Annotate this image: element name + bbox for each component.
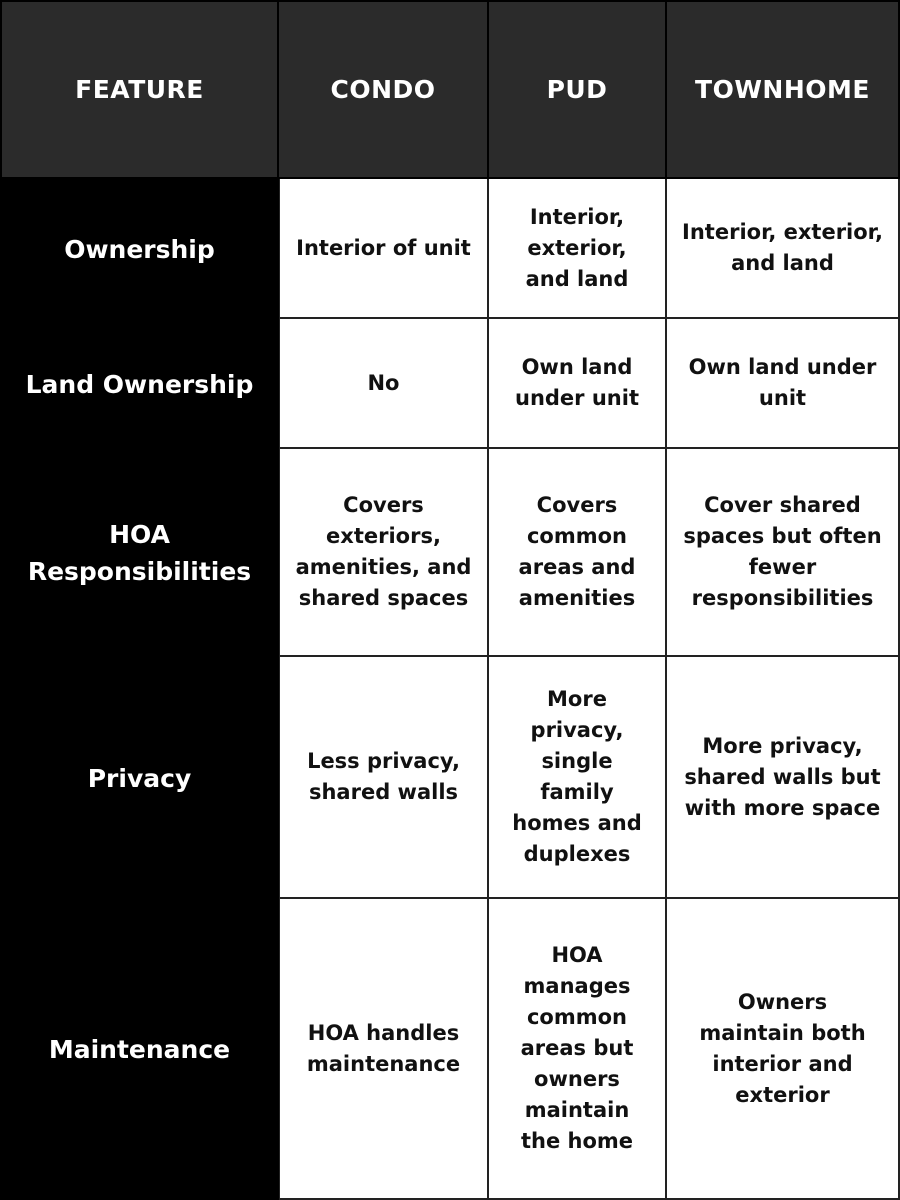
cell-townhome-maintenance: Owners maintain both interior and exterior [667, 899, 900, 1200]
cell-condo-land-ownership: No [279, 319, 489, 449]
cell-townhome-land-ownership: Own land under unit [667, 319, 900, 449]
row-feature-privacy: Privacy [0, 657, 279, 899]
cell-townhome-privacy: More privacy, shared walls but with more space [667, 657, 900, 899]
cell-pud-land-ownership: Own land under unit [489, 319, 667, 449]
cell-townhome-ownership: Interior, exterior, and land [667, 179, 900, 319]
header-pud: PUD [489, 0, 667, 179]
row-feature-ownership: Ownership [0, 179, 279, 319]
header-condo: CONDO [279, 0, 489, 179]
cell-condo-privacy: Less privacy, shared walls [279, 657, 489, 899]
header-feature: FEATURE [0, 0, 279, 179]
cell-condo-ownership: Interior of unit [279, 179, 489, 319]
cell-pud-ownership: Interior, exterior, and land [489, 179, 667, 319]
cell-condo-maintenance: HOA handles maintenance [279, 899, 489, 1200]
cell-pud-privacy: More privacy, single family homes and duplexes [489, 657, 667, 899]
cell-condo-hoa-responsibilities: Covers exteriors, amenities, and shared spaces [279, 449, 489, 657]
cell-pud-maintenance: HOA manages common areas but owners maintain the home [489, 899, 667, 1200]
row-feature-hoa-responsibilities: HOA Responsibilities [0, 449, 279, 657]
header-townhome: TOWNHOME [667, 0, 900, 179]
cell-pud-hoa-responsibilities: Covers common areas and amenities [489, 449, 667, 657]
cell-townhome-hoa-responsibilities: Cover shared spaces but often fewer responsibilities [667, 449, 900, 657]
row-feature-land-ownership: Land Ownership [0, 319, 279, 449]
row-feature-maintenance: Maintenance [0, 899, 279, 1200]
